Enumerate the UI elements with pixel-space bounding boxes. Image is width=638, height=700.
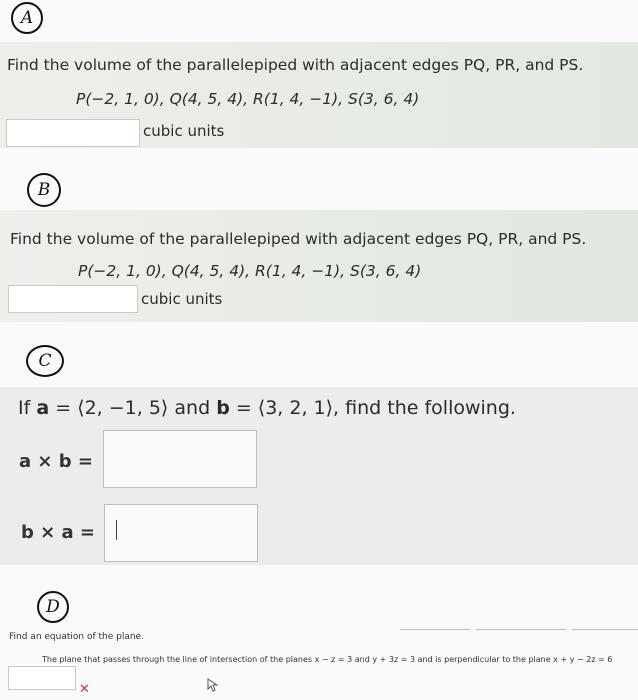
problem-b-answer-input[interactable]: [8, 285, 138, 313]
axb-label: a × b =: [19, 451, 93, 472]
divider-1: [400, 629, 470, 630]
problem-a-units: cubic units: [143, 122, 225, 140]
label-b-circle: [27, 173, 61, 207]
problem-a-panel: [0, 42, 638, 148]
problem-a-points: P(−2, 1, 0), Q(4, 5, 4), R(1, 4, −1), S(3, 6, 4): [76, 90, 420, 108]
problem-c-suffix: find the following.: [345, 397, 516, 419]
problem-d-answer-input[interactable]: [8, 666, 76, 690]
problem-a-answer-input[interactable]: [6, 119, 140, 147]
problem-b-question: Find the volume of the parallelepiped with adjacent edges PQ, PR, and PS.: [10, 230, 587, 248]
label-b-text: B: [37, 180, 51, 200]
problem-b-units: cubic units: [141, 290, 223, 308]
problem-a-question: Find the volume of the parallelepiped with adjacent edges PQ, PR, and PS.: [7, 56, 584, 74]
problem-d-question: Find an equation of the plane.: [9, 632, 144, 642]
vector-a-value: ⟨2, −1, 5⟩: [77, 397, 169, 419]
bxa-label: b × a =: [21, 522, 95, 543]
problem-c-statement: If a = ⟨2, −1, 5⟩ and b = ⟨3, 2, 1⟩, find the following.: [18, 397, 516, 419]
label-d-text: D: [46, 597, 60, 617]
problem-b-panel: [0, 210, 638, 322]
label-c-circle: [26, 345, 64, 377]
label-a-text: A: [20, 8, 34, 28]
problem-b-points: P(−2, 1, 0), Q(4, 5, 4), R(1, 4, −1), S(3, 6, 4): [78, 262, 422, 280]
problem-c-prefix: If: [18, 397, 31, 419]
divider-2: [476, 629, 566, 630]
vector-a-name: a: [36, 397, 50, 419]
bxa-answer-input[interactable]: [104, 504, 258, 562]
label-a-circle: [11, 2, 43, 34]
axb-answer-input[interactable]: [103, 430, 257, 488]
problem-c-panel: [0, 387, 638, 565]
label-c-text: C: [38, 351, 52, 371]
vector-b-name: b: [216, 397, 230, 419]
vector-b-value: ⟨3, 2, 1⟩,: [257, 397, 340, 419]
mouse-pointer-icon: [207, 678, 219, 692]
label-d-circle: [37, 591, 69, 623]
text-cursor: [116, 520, 117, 540]
divider-3: [572, 629, 638, 630]
incorrect-x-icon: ✕: [79, 682, 90, 697]
problem-d-description: The plane that passes through the line of intersection of the planes x − z = 3 and y + 3z = 3 and is perpendicular to the plane x + y − 2z = 6: [42, 655, 613, 664]
problem-c-and: and: [174, 397, 211, 419]
